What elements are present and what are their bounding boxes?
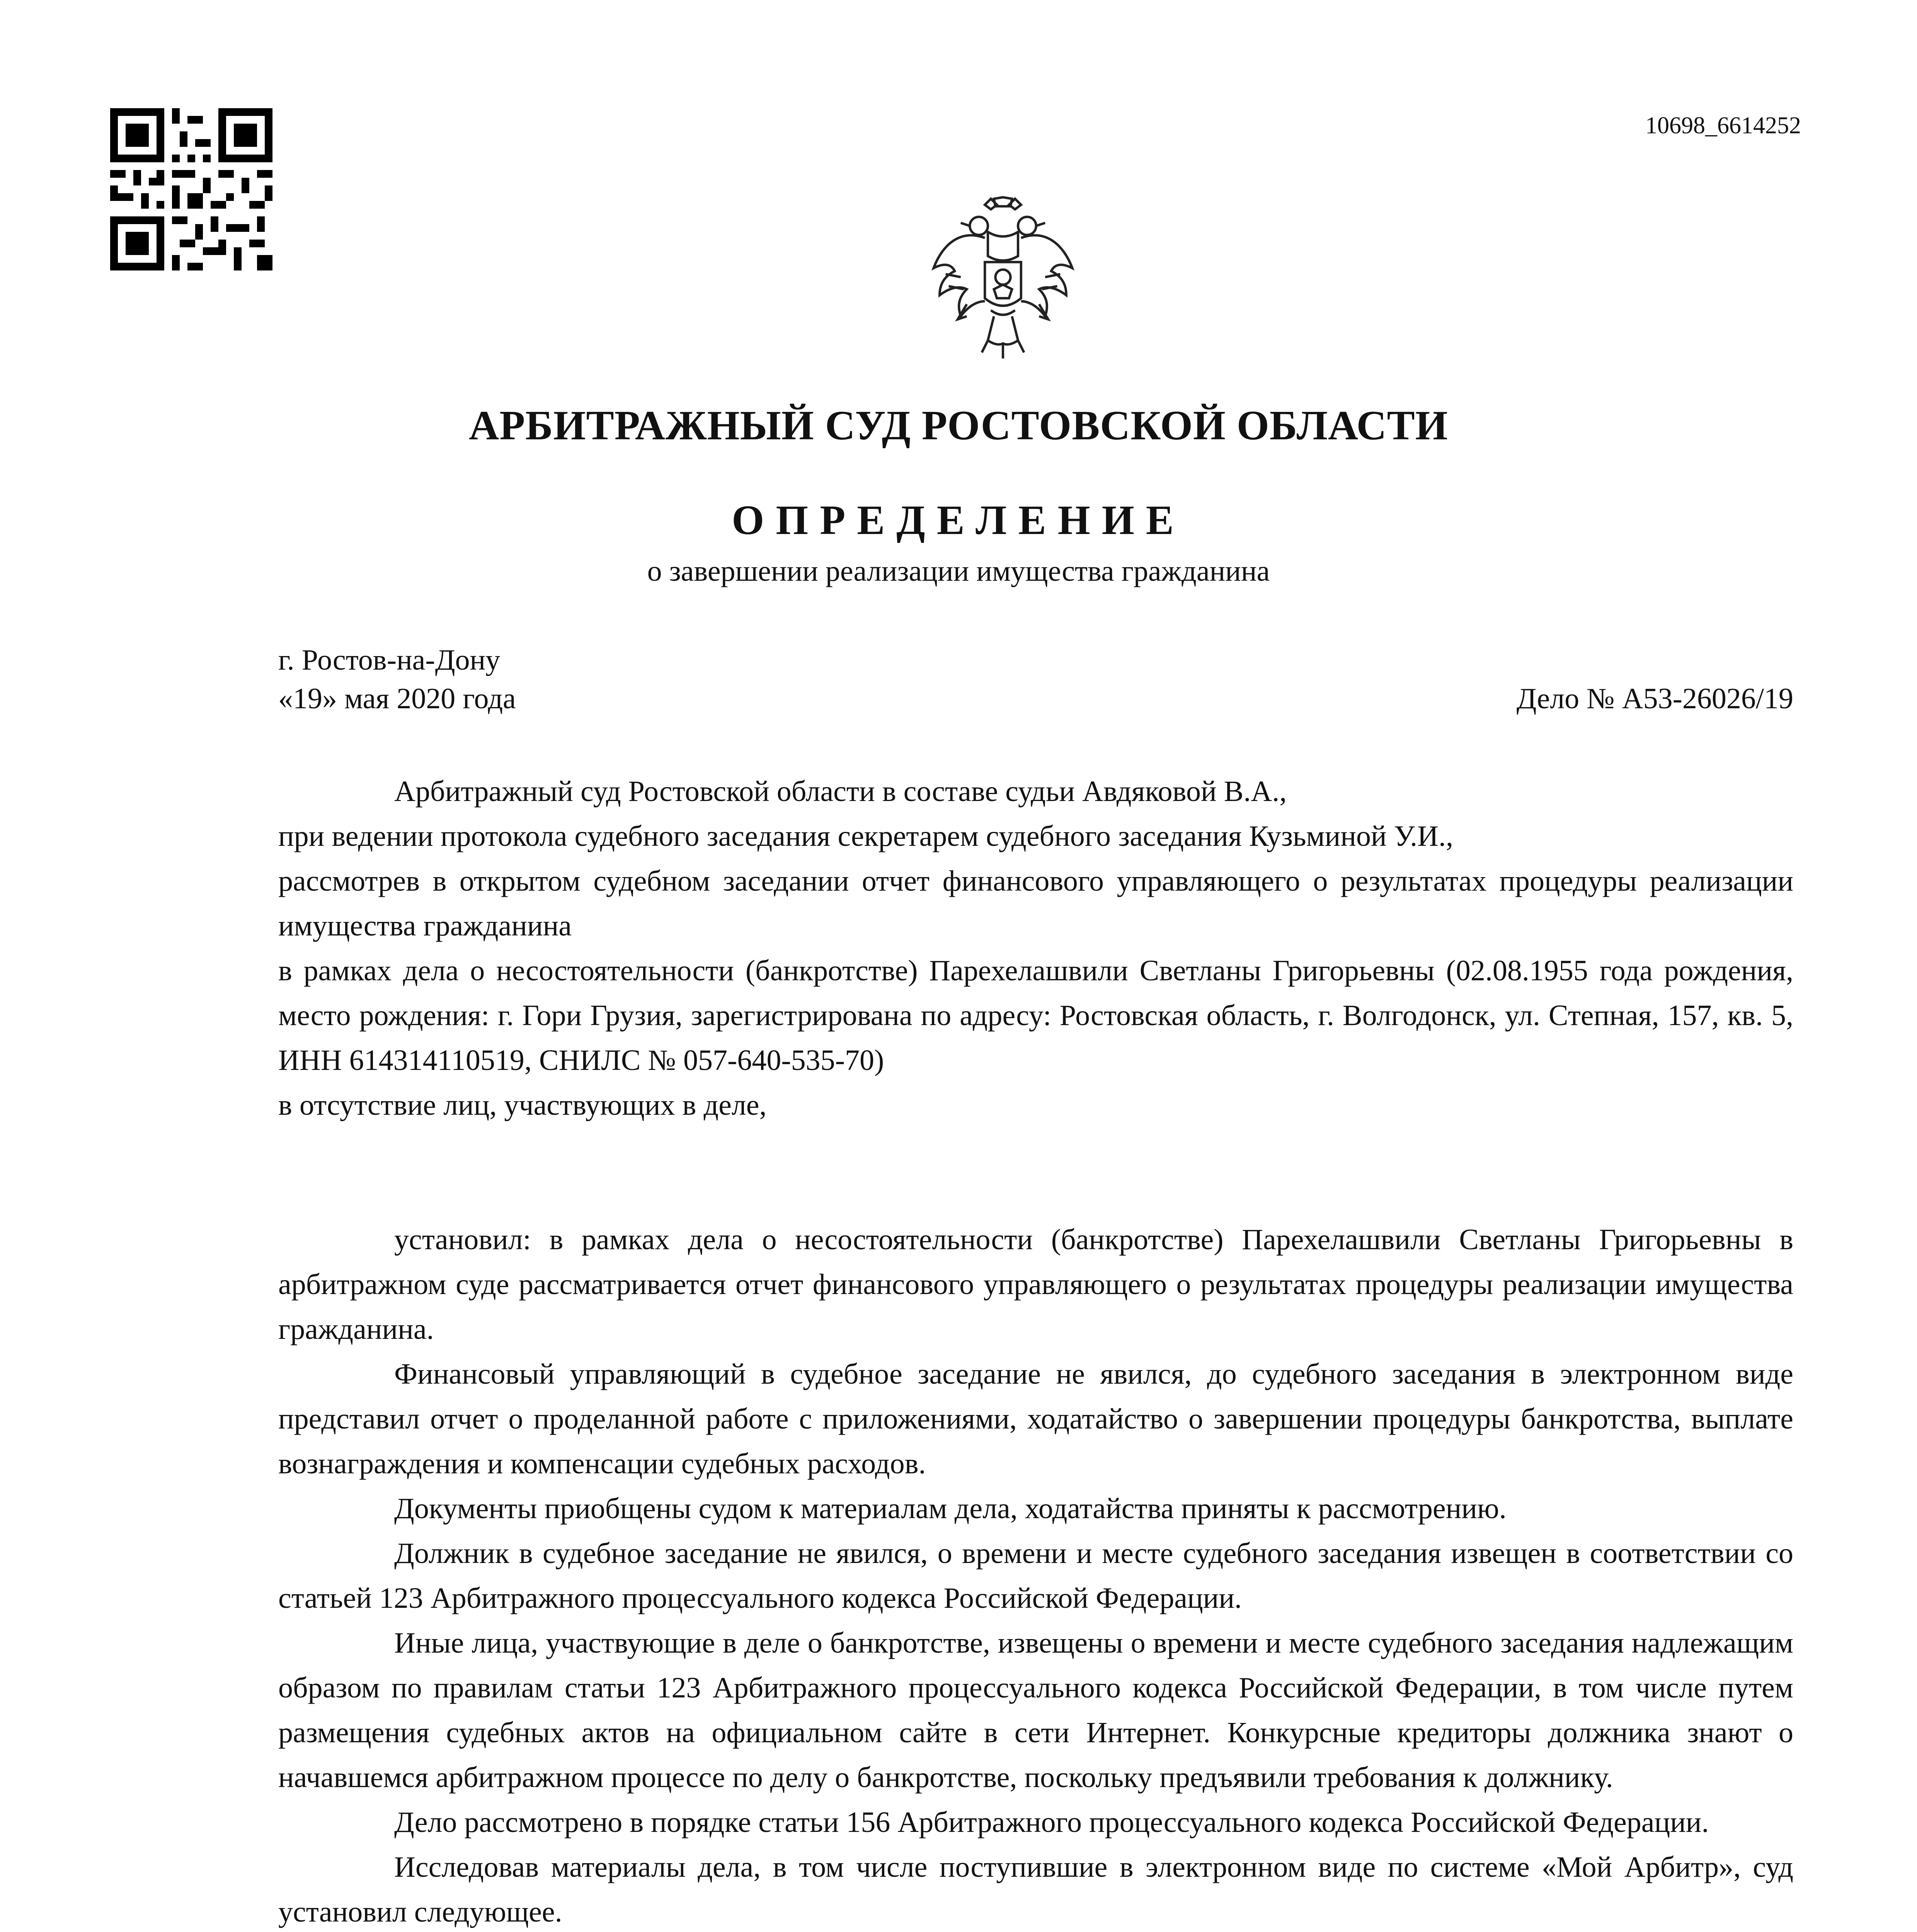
intro-paragraph-2: при ведении протокола судебного заседания секретарем судебного заседания Кузьминой У.И., [278,820,1453,852]
document-title: ОПРЕДЕЛЕНИЕ [732,497,1185,543]
body-paragraph-5: Иные лица, участвующие в деле о банкротстве, извещены о времени и месте судебного заседания надлежащим образом по правилам статьи 123 Арбитражного процессуального кодекса Российской Федерации, в том числе путем размещения судебных актов на официальном сайте в сети Интернет. Конкурсные кредиторы должника знают о начавшемся арбитражном процессе по делу о банкротстве, поскольку предъявили требования к должнику. [278,1627,1793,1794]
date-line [278,682,1793,716]
body-paragraph-4: Должник в судебное заседание не явился, о времени и месте судебного заседания извещен в соответствии со статьей 123 Арбитражного процессуального кодекса Российской Федерации. [278,1537,1793,1614]
body-paragraph-6: Дело рассмотрено в порядке статьи 156 Арбитражного процессуального кодекса Российской Федерации. [394,1806,1709,1838]
intro-paragraph-5: в отсутствие лиц, участвующих в деле, [278,1089,767,1121]
body-paragraph-7: Исследовав материалы дела, в том числе поступившие в электронном виде по системе «Мой Арбитр», суд установил следующее. [278,1851,1793,1928]
decision-date: «19» мая 2020 года [278,682,516,715]
document-subtitle: о завершении реализации имущества гражданина [647,555,1270,587]
russian-coat-of-arms-icon [928,195,1078,365]
intro-paragraph-3: рассмотрев в открытом судебном заседании отчет финансового управляющего о результатах процедуры реализации имущества гражданина [278,865,1793,942]
case-number: Дело № А53-26026/19 [1516,682,1793,715]
intro-paragraph-4: в рамках дела о несостоятельности (банкротстве) Парехелашвили Светланы Григорьевны (02.08.1955 года рождения, место рождения: г. Гори Грузия, зарегистрирована по адресу: Ростовская область, г. Волгодонск, ул. Степная, 157, кв. 5, ИНН 614314110519, СНИЛС № 057-640-535-70) [278,954,1793,1077]
qr-code-icon [110,108,272,270]
body-paragraph-1: установил: в рамках дела о несостоятельности (банкротстве) Парехелашвили Светланы Григорьевны в арбитражном суде рассматривается отчет финансового управляющего о результатах процедуры реализации имущества гражданина. [278,1223,1793,1345]
city: г. Ростов-на-Дону [278,644,501,676]
body-paragraph-2: Финансовый управляющий в судебное заседание не явился, до судебного заседания в электронном виде представил отчет о проделанной работе с приложениями, ходатайство о завершении процедуры банкротства, выплате вознаграждения и компенсации судебных расходов. [278,1358,1793,1480]
intro-paragraph-1: Арбитражный суд Ростовской области в составе судьи Авдяковой В.А., [394,775,1287,808]
paragraph-gap [278,1128,1793,1217]
document-body [278,769,1793,1932]
body-paragraph-3: Документы приобщены судом к материалам дела, ходатайства приняты к рассмотрению. [394,1492,1507,1525]
document-id: 10698_6614252 [1645,112,1801,139]
court-name: АРБИТРАЖНЫЙ СУД РОСТОВСКОЙ ОБЛАСТИ [469,403,1448,449]
